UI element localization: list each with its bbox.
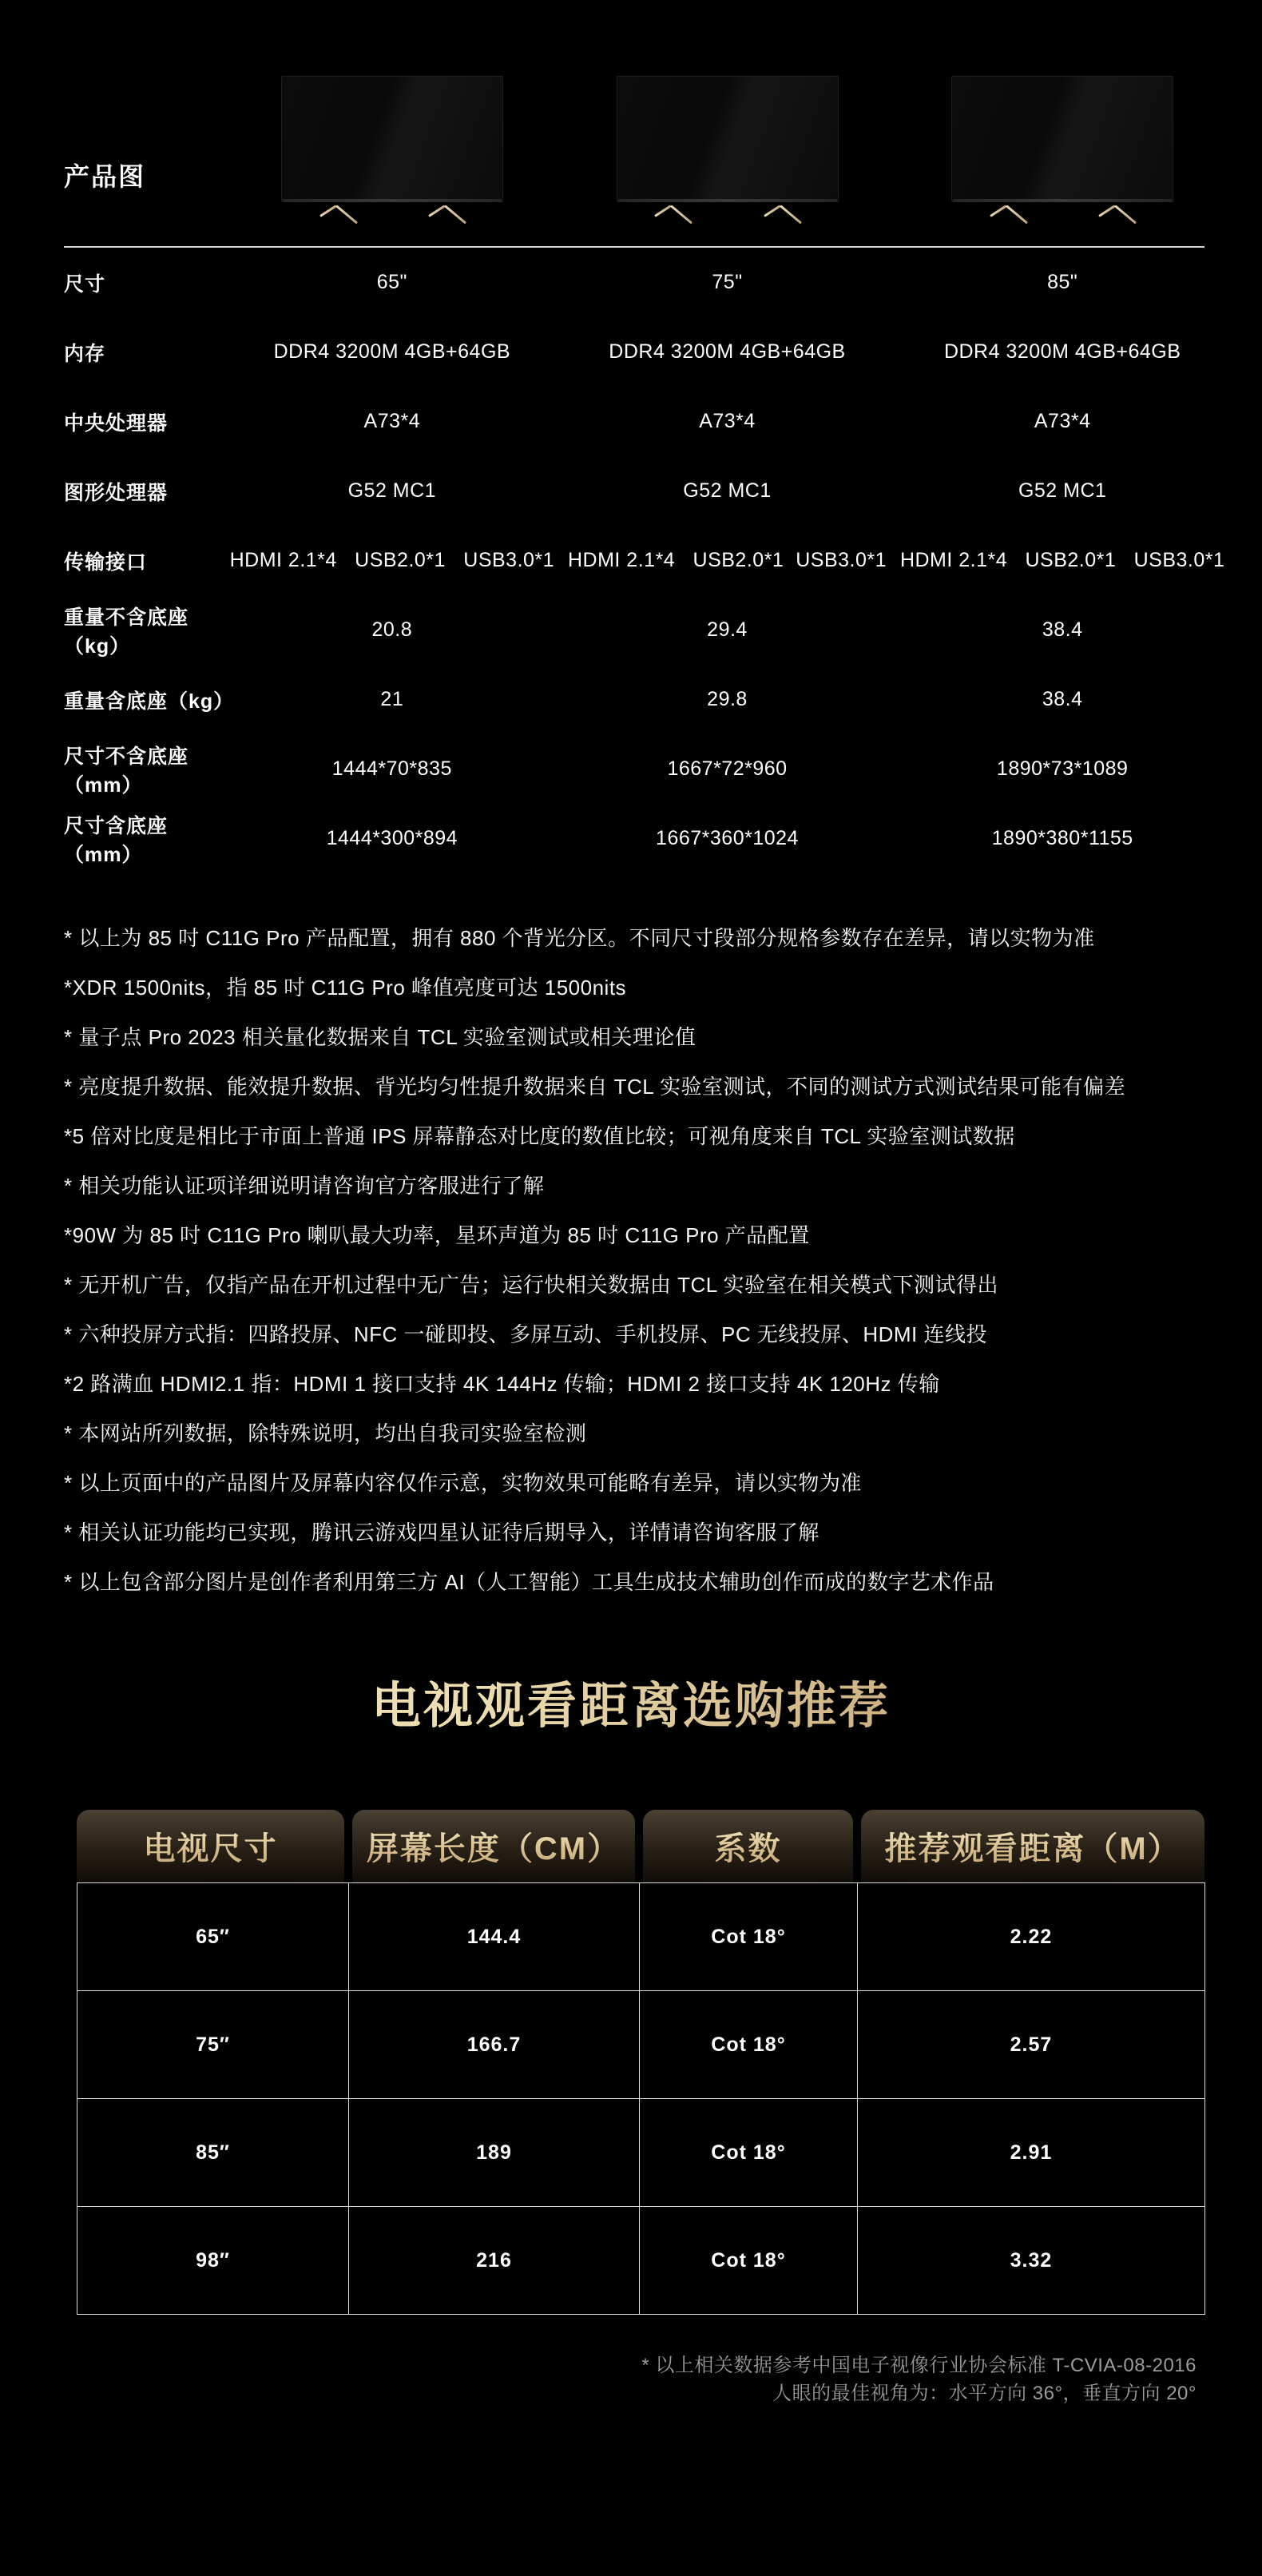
spec-value: 38.4 (1042, 618, 1083, 641)
tv-image-row (0, 0, 1262, 202)
note-line: * 亮度提升数据、能效提升数据、背光均匀性提升数据来自 TCL 实验室测试，不同的测试方式测试结果可能有偏差 (64, 1075, 1125, 1099)
cell-tv-size: 98″ (77, 2207, 349, 2315)
note-line: * 以上包含部分图片是创作者利用第三方 AI（人工智能）工具生成技术辅助创作而成的数字艺术作品 (64, 1570, 994, 1594)
spec-label: 传输接口 (64, 551, 148, 574)
spec-value: 21 (380, 688, 404, 710)
tv-foot-left (982, 201, 1034, 220)
spec-label: 内存 (64, 342, 106, 365)
spec-value: HDMI 2.1*4 USB2.0*1 USB3.0*1 (899, 549, 1225, 571)
tv-screen (617, 76, 839, 202)
cell-coefficient: Cot 18° (640, 2207, 858, 2315)
header-tab-distance (861, 1810, 1204, 1882)
spec-value: 75" (712, 271, 743, 293)
spec-value: 29.4 (707, 618, 748, 641)
spec-value: 1890*73*1089 (996, 757, 1129, 780)
table-row (77, 2099, 1205, 2207)
cell-screen-length: 166.7 (349, 1991, 640, 2099)
tv-image-85 (895, 76, 1230, 202)
header-label: 推荐观看距离（M） (884, 1823, 1181, 1869)
tv-image (281, 76, 503, 202)
cell-coefficient: Cot 18° (640, 1883, 858, 1991)
spec-value: HDMI 2.1*4 USB2.0*1 USB3.0*1 (229, 549, 555, 571)
spec-value: DDR4 3200M 4GB+64GB (273, 340, 511, 363)
header-label: 电视尺寸 (144, 1823, 278, 1869)
spec-value: A73*4 (699, 410, 756, 432)
spec-label: 尺寸含底座（mm） (64, 814, 169, 866)
viewing-distance-title: 电视观看距离选购推荐 (0, 1679, 1262, 1735)
tv-screen (281, 76, 503, 202)
note-line: *5 倍对比度是相比于市面上普通 IPS 屏幕静态对比度的数值比较；可视角度来自 TCL 实验室测试数据 (64, 1124, 1015, 1148)
spec-value: G52 MC1 (347, 479, 437, 502)
spec-row-size (0, 248, 1262, 317)
spec-table (0, 248, 1262, 873)
spec-label: 重量含底座（kg） (64, 690, 235, 713)
viewing-table-body (77, 1882, 1205, 2315)
spec-value: 85" (1047, 271, 1078, 293)
table-row (77, 1883, 1205, 1991)
spec-label: 重量不含底座（kg） (64, 606, 189, 658)
note-line: * 无开机广告，仅指产品在开机过程中无广告；运行快相关数据由 TCL 实验室在相关模式下测试得出 (64, 1273, 998, 1297)
spec-row-memory (0, 317, 1262, 387)
tv-screen (951, 76, 1173, 202)
note-line: * 相关认证功能均已实现，腾讯云游戏四星认证待后期导入，详情请咨询客服了解 (64, 1521, 820, 1544)
tv-image (617, 76, 839, 202)
cell-distance: 2.91 (858, 2099, 1205, 2207)
spec-row-gpu (0, 456, 1262, 526)
note-line: * 相关功能认证项详细说明请咨询官方客服进行了解 (64, 1174, 545, 1198)
note-line: * 以上为 85 吋 C11G Pro 产品配置，拥有 880 个背光分区。不同尺寸段部分规格参数存在差异，请以实物为准 (64, 926, 1095, 950)
tv-foot-right (1091, 201, 1142, 220)
cell-tv-size: 65″ (77, 1883, 349, 1991)
spec-value: 1890*380*1155 (991, 827, 1133, 849)
viewing-distance-table (77, 1810, 1204, 2315)
footnote-line-2: 人眼的最佳视角为：水平方向 36°，垂直方向 20° (772, 2383, 1197, 2404)
note-line: *XDR 1500nits，指 85 吋 C11G Pro 峰值亮度可达 1500nits (64, 976, 627, 1000)
spec-value: G52 MC1 (683, 479, 772, 502)
header-label: 屏幕长度（CM） (367, 1823, 621, 1869)
spec-label: 尺寸 (64, 272, 106, 296)
product-gallery (0, 0, 1262, 220)
cell-coefficient: Cot 18° (640, 2099, 858, 2207)
spec-label: 中央处理器 (64, 411, 169, 435)
spec-row-weight-no-stand (0, 595, 1262, 665)
spec-value: HDMI 2.1*4 USB2.0*1 USB3.0*1 (567, 549, 887, 571)
tv-foot-left (647, 201, 698, 220)
spec-value: 1667*360*1024 (656, 827, 799, 849)
footnote-line-1: * 以上相关数据参考中国电子视像行业协会标准 T-CVIA-08-2016 (641, 2355, 1197, 2376)
header-label: 系数 (715, 1823, 782, 1869)
cell-screen-length: 216 (349, 2207, 640, 2315)
spec-row-ports (0, 526, 1262, 595)
tv-image (951, 76, 1173, 202)
spec-value: 29.8 (707, 688, 748, 710)
header-tab-tv-size (77, 1810, 344, 1882)
tv-image-75 (560, 76, 895, 202)
table-row (77, 1991, 1205, 2099)
viewing-table-header (77, 1810, 1204, 1882)
spec-value: 1444*70*835 (331, 757, 452, 780)
cell-tv-size: 75″ (77, 1991, 349, 2099)
cell-distance: 3.32 (858, 2207, 1205, 2315)
note-line: *2 路满血 HDMI2.1 指：HDMI 1 接口支持 4K 144Hz 传输；HDMI 2 接口支持 4K 120Hz 传输 (64, 1372, 940, 1396)
note-line: * 以上页面中的产品图片及屏幕内容仅作示意，实物效果可能略有差异，请以实物为准 (64, 1471, 862, 1495)
spec-row-dims-no-stand (0, 734, 1262, 804)
spec-value: 65" (376, 271, 407, 293)
cell-coefficient: Cot 18° (640, 1991, 858, 2099)
tv-foot-right (421, 201, 472, 220)
cell-distance: 2.22 (858, 1883, 1205, 1991)
standard-reference-footnote (0, 2351, 1197, 2407)
note-line: * 本网站所列数据，除特殊说明，均出自我司实验室检测 (64, 1421, 587, 1445)
spec-value: 1667*72*960 (667, 757, 788, 780)
spec-value: G52 MC1 (1018, 479, 1107, 502)
disclaimer-notes (64, 913, 1206, 1607)
table-row (77, 2207, 1205, 2315)
header-tab-coefficient (643, 1810, 853, 1882)
spec-value: A73*4 (363, 410, 421, 432)
spec-value: 38.4 (1042, 688, 1083, 710)
spec-value: DDR4 3200M 4GB+64GB (609, 340, 846, 363)
tv-foot-right (756, 201, 808, 220)
cell-tv-size: 85″ (77, 2099, 349, 2207)
note-line: *90W 为 85 吋 C11G Pro 喇叭最大功率，星环声道为 85 吋 C11G Pro 产品配置 (64, 1223, 810, 1247)
note-line: * 六种投屏方式指：四路投屏、NFC 一碰即投、多屏互动、手机投屏、PC 无线投屏、HDMI 连线投 (64, 1322, 988, 1346)
cell-screen-length: 144.4 (349, 1883, 640, 1991)
spec-row-weight-with-stand (0, 665, 1262, 734)
spec-value: 20.8 (371, 618, 413, 641)
cell-distance: 2.57 (858, 1991, 1205, 2099)
spec-row-cpu (0, 387, 1262, 456)
spec-value: DDR4 3200M 4GB+64GB (943, 340, 1181, 363)
spec-label: 图形处理器 (64, 481, 169, 504)
spec-row-dims-with-stand (0, 804, 1262, 873)
tv-foot-left (312, 201, 363, 220)
gallery-section-label: 产品图 (64, 162, 146, 191)
header-tab-screen-length (352, 1810, 635, 1882)
note-line: * 量子点 Pro 2023 相关量化数据来自 TCL 实验室测试或相关理论值 (64, 1025, 696, 1049)
spec-value: A73*4 (1034, 410, 1091, 432)
tv-image-65 (224, 76, 560, 202)
cell-screen-length: 189 (349, 2099, 640, 2207)
spec-label: 尺寸不含底座（mm） (64, 745, 189, 797)
spec-value: 1444*300*894 (326, 827, 458, 849)
